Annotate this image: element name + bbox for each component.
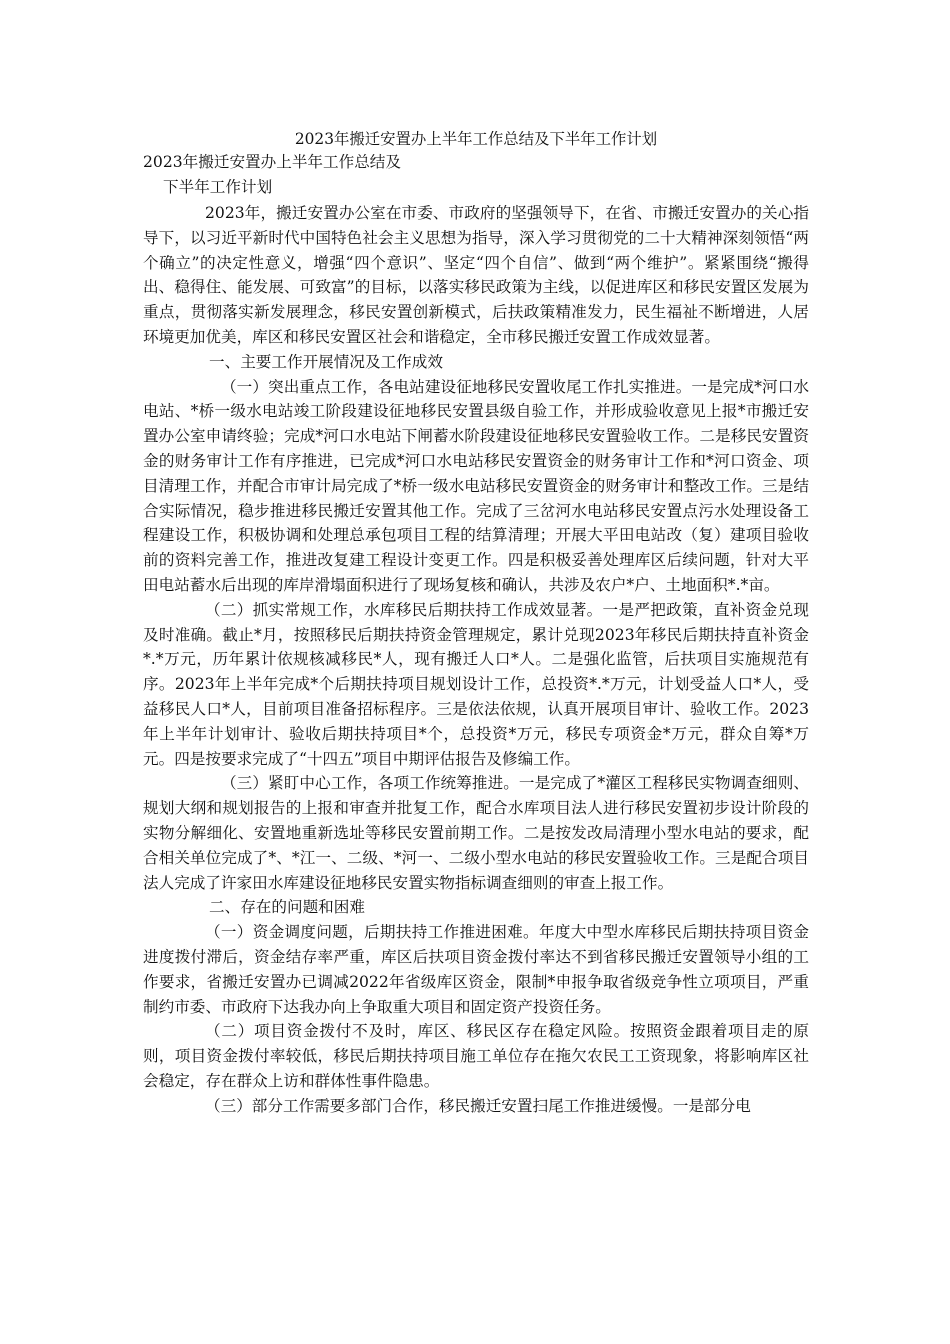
paragraph-intro: 2023年，搬迁安置办公室在市委、市政府的坚强领导下，在省、市搬迁安置办的关心指导下，以习近平新时代中国特色社会主义思想为指导，深入学习贯彻党的二十大精神深刻领悟“两个确立”的决定性意义，增强“四个意识”、坚定“四个自信”、做到“两个维护”。紧紧围绕“搬得出、稳得住、能发展、可致富”的目标，以落实移民政策为主线，以促进库区和移民安置区发展为重点，贯彻落实新发展理念，移民安置创新模式，后扶政策精准发力，民生福祉不断增进，人居环境更加优美，库区和移民安置区社会和谐稳定，全市移民搬迁安置工作成效显著。 (143, 204, 809, 346)
document-page (143, 0, 809, 1344)
section-heading-2: 二、存在的问题和困难 (209, 898, 365, 917)
section-heading-1: 一、主要工作开展情况及工作成效 (209, 352, 443, 371)
document-body (143, 201, 809, 1118)
paragraph-item-2-2: （二）项目资金拨付不及时，库区、移民区存在稳定风险。按照资金跟着项目走的原则，项目资金拨付率较低，移民后期扶持项目施工单位存在拖欠农民工工资现象，将影响库区社会稳定，存在群众上访和群体性事件隐患。 (143, 1022, 809, 1090)
paragraph-item-2-3: （三）部分工作需要多部门合作，移民搬迁安置扫尾工作推进缓慢。一是部分电 (205, 1096, 751, 1115)
document-title: 2023年搬迁安置办上半年工作总结及下半年工作计划 (294, 130, 658, 148)
paragraph-item-1-3: （三）紧盯中心工作，各项工作统筹推进。一是完成了*灌区工程移民实物调查细则、规划大纲和规划报告的上报和审查并批复工作，配合水库项目法人进行移民安置初步设计阶段的实物分解细化、安置地重新选址等移民安置前期工作。二是按发改局清理小型水电站的要求，配合相关单位完成了*、*江一、二级、*河一、二级小型水电站的移民安置验收工作。三是配合项目法人完成了许家田水库建设征地移民安置实物指标调查细则的审查上报工作。 (143, 774, 809, 892)
paragraph-item-1-1: （一）突出重点工作，各电站建设征地移民安置收尾工作扎实推进。一是完成*河口水电站、*桥一级水电站竣工阶段建设征地移民安置县级自验工作，并形成验收意见上报*市搬迁安置办公室申请终验；完成*河口水电站下闸蓄水阶段建设征地移民安置验收工作。二是移民安置资金的财务审计工作有序推进，已完成*河口水电站移民安置资金的财务审计工作和*河口资金、项目清理工作，并配合市审计局完成了*桥一级水电站移民安置资金的财务审计和整改工作。三是结合实际情况，稳步推进移民搬迁安置其他工作。完成了三岔河水电站移民安置点污水处理设备工程建设工作，积极协调和处理总承包项目工程的结算清理；开展大平田电站改（复）建项目验收前的资料完善工作，推进改复建工程设计变更工作。四是积极妥善处理库区后续问题，针对大平田电站蓄水后出现的库岸滑塌面积进行了现场复核和确认，共涉及农户*户、土地面积*.*亩。 (143, 377, 809, 594)
paragraph-item-1-2: （二）抓实常规工作，水库移民后期扶持工作成效显著。一是严把政策，直补资金兑现及时准确。截止*月，按照移民后期扶持资金管理规定，累计兑现2023年移民后期扶持直补资金*.*万元，历年累计依规核减移民*人，现有搬迁人口*人。二是强化监管，后扶项目实施规范有序。2023年上半年完成*个后期扶持项目规划设计工作，总投资*.*万元，计划受益人口*人，受益移民人口*人，目前项目准备招标程序。三是依法依规，认真开展项目审计、验收工作。2023年上半年计划审计、验收后期扶持项目*个，总投资*万元，移民专项资金*万元，群众自筹*万元。四是按要求完成了“十四五”项目中期评估报告及修编工作。 (143, 600, 809, 768)
subtitle-line-2: 下半年工作计划 (163, 178, 273, 196)
paragraph-item-2-1: （一）资金调度问题，后期扶持工作推进困难。年度大中型水库移民后期扶持项目资金进度拨付滞后，资金结存率严重，库区后扶项目资金拨付率达不到省移民搬迁安置领导小组的工作要求，省搬迁安置办已调减2022年省级库区资金，限制*申报争取省级竞争性立项项目，严重制约市委、市政府下达我办向上争取重大项目和固定资产投资任务。 (143, 923, 809, 1016)
subtitle-line-1: 2023年搬迁安置办上半年工作总结及 (143, 153, 401, 171)
